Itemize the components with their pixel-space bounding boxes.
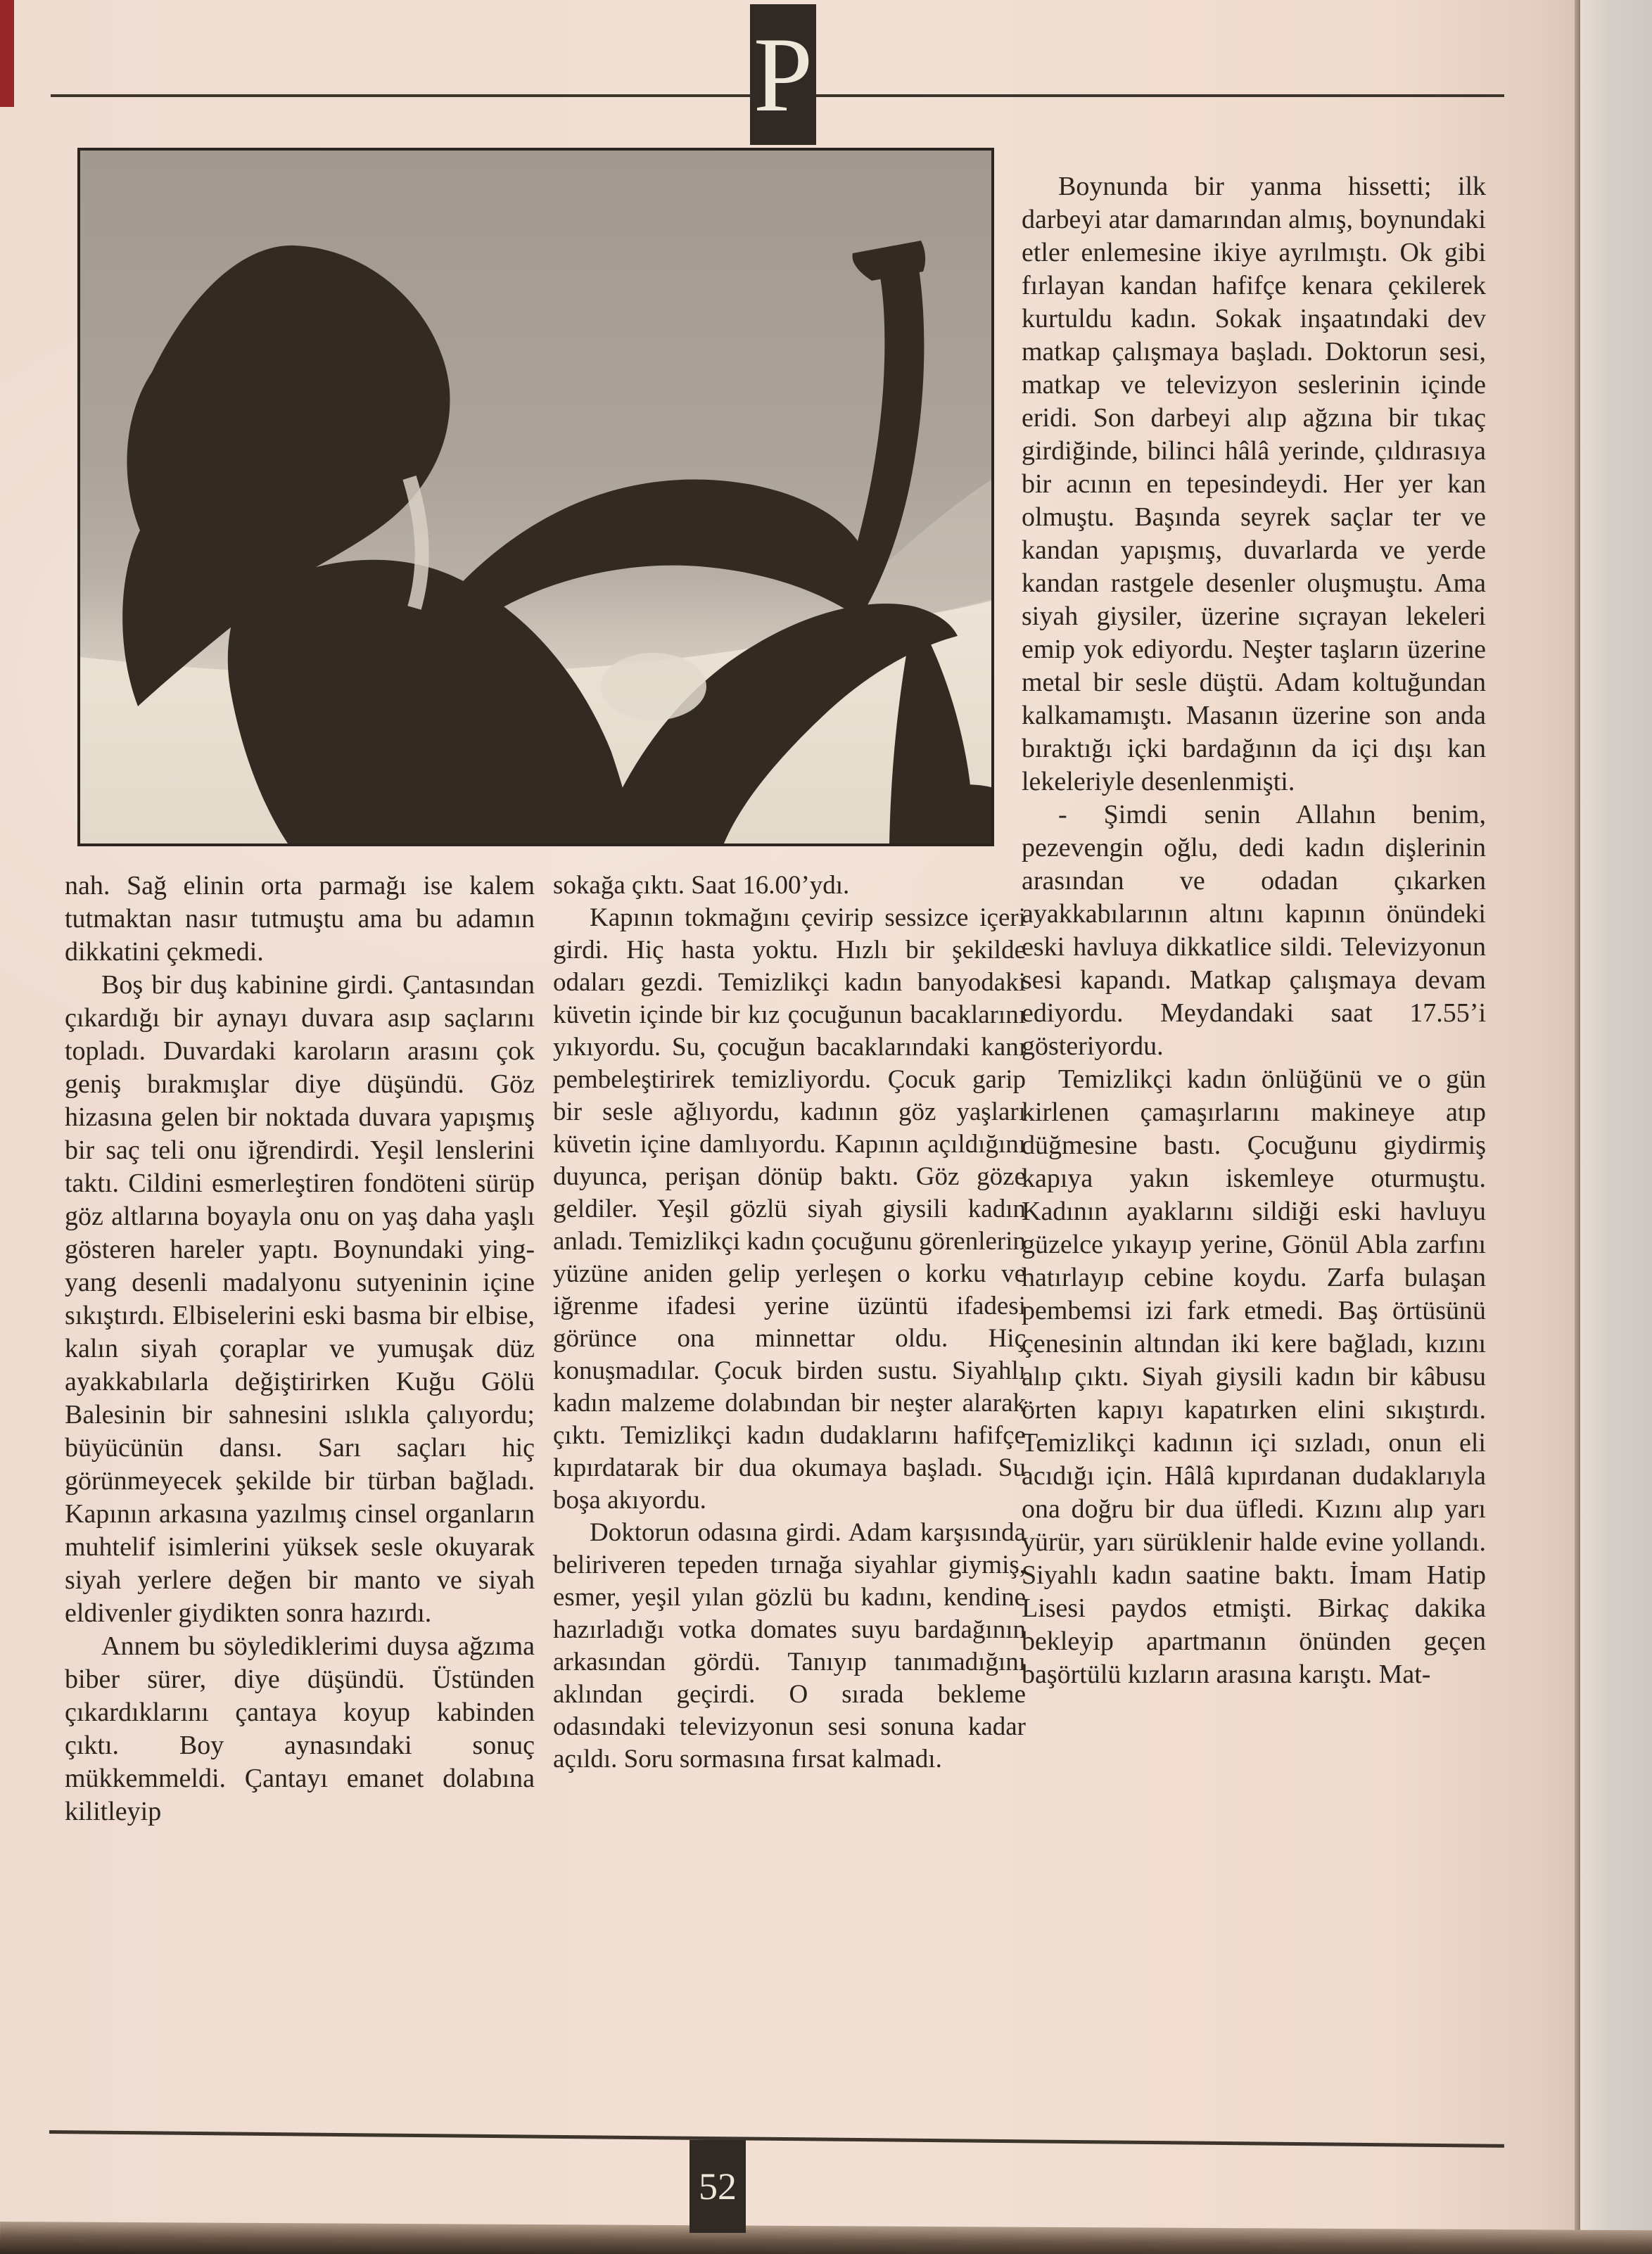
story-paragraph: Kapının tokmağını çevirip sessizce içeri girdi. Hiç hasta yoktu. Hızlı bir şekilde odaları gezdi. Temizlikçi kadın banyodaki küvetin içinde bir kız çocuğunun bacaklarını yıkıyordu. Su, çocuğun bacaklarındaki kanı pembeleştirirek temizliyordu. Çocuk garip bir sesle ağlıyordu, kadının göz yaşları küvetin içine damlıyordu. Kapının açıldığını duyunca, perişan dönüp baktı. Göz göze geldiler. Yeşil gözlü siyah giysili kadın anladı. Temizlikçi kadın çocuğunu görenlerin yüzüne aniden gelip yerleşen o korku ve iğrenme ifadesi yerine üzüntü ifadesi görünce ona minnettar oldu. Hiç konuşmadılar. Çocuk birden sustu. Siyahlı kadın malzeme dolabından bir neşter alarak çıktı. Temizlikçi kadın dudaklarını hafifçe kıpırdatarak bir dua okumaya başladı. Su boşa akıyordu. xyxy=(553,903,1026,1515)
page-number-badge xyxy=(690,2140,746,2233)
page-right-edge-line xyxy=(1575,0,1580,2254)
story-paragraph: sokağa çıktı. Saat 16.00’ydı. xyxy=(553,871,850,900)
text-column-right xyxy=(1022,170,1486,2129)
story-paragraph: Temizlikçi kadın önlüğünü ve o gün kirlenen çamaşırlarını makineye atıp düğmesine bastı. Çocuğunu giydirmiş kapıya yakın iskemleye oturmuştu. Kadının ayaklarını sildiği eski havluyu güzelce yıkayıp yerine, Gönül Abla zarfını hatırlayıp cebine koydu. Zarfa bulaşan pembemsi izi fark etmedi. Baş örtüsünü çenesinin altından iki kere bağladı, kızını alıp çıktı. Siyah giysili kadın bir kâbusu örten kapıyı kapatırken elini sıkıştırdı. Temizlikçi kadının içi sızladı, onun eli acıdığı için. Hâlâ kıpırdanan dudaklarıyla ona doğru bir dua üfledi. Kızını alıp yarı yürür, yarı sürüklenir halde evine yollandı. Siyahlı kadın saatine baktı. İmam Hatip Lisesi paydos etmişti. Birkaç dakika bekleyip apartmanın önünden geçen başörtülü kızların arasına karıştı. Mat- xyxy=(1022,1064,1486,1689)
story-paragraph: - Şimdi senin Allahın benim, pezevengin oğlu, dedi kadın dişlerinin arasından ve odadan çıkarken ayakkabılarının altını kapının önündeki eski havluya dikkatlice sildi. Televizyonun sesi kapandı. Matkap çalışmaya devam ediyordu. Meydandaki saat 17.55’i gösteriyordu. xyxy=(1022,800,1486,1061)
left-edge-red-mark xyxy=(0,0,14,107)
story-paragraph: Boynunda bir yanma hissetti; ilk darbeyi atar damarından almış, boynundaki etler enlemesine ikiye ayrılmıştı. Ok gibi fırlayan kandan hafifçe kenara çekilerek kurtuldu kadın. Sokak inşaatındaki dev matkap çalışmaya başladı. Doktorun sesi, matkap ve televizyon seslerinin içinde eridi. Son darbeyi alıp ağzına bir tıkaç girdiğinde, bilinci hâlâ yerinde, çıldırasıya bir acının en tepesindeydi. Her yer kan olmuştu. Başında seyrek saçlar ter ve kandan yapışmış, duvarlarda ve yerde kandan rastgele desenler oluşmuştu. Ama siyah giysiler, üzerine sıçrayan lekeleri emip yok ediyordu. Neşter taşların üzerine metal bir sesle düştü. Adam koltuğundan kalkamamıştı. Masanın üzerine son anda bıraktığı içki bardağının da içi dışı kan lekeleriyle desenlenmişti. xyxy=(1022,172,1486,796)
story-paragraph: Boş bir duş kabinine girdi. Çantasından çıkardığı bir aynayı duvara asıp saçlarını topladı. Duvardaki karoların arasını çok geniş bırakmışlar diye düşündü. Göz hizasına gelen bir noktada duvara yapışmış bir saç teli onu iğrendirdi. Yeşil lenslerini taktı. Cildini esmerleştiren fondöteni sürüp göz altlarına boyayla onu on yaş daha yaşlı gösteren hareler yaptı. Boynundaki ying-yang desenli madalyonu sutyeninin içine sıkıştırdı. Elbiselerini eski basma bir elbise, kalın siyah çoraplar ve yumuşak düz ayakkabılarla değiştirirken Kuğu Gölü Balesinin bir sahnesini ıslıkla çalıyordu; büyücünün dansı. Sarı saçları hiç görünmeyecek şekilde bir türban bağladı. Kapının arkasına yazılmış cinsel organların muhtelif isimlerini yüksek sesle okuyarak siyah yerlere değen bir manto ve siyah eldivenler giydikten sonra hazırdı. xyxy=(65,970,535,1628)
section-letter: P xyxy=(753,15,813,134)
painting-figure-art xyxy=(80,151,991,843)
story-paragraph: nah. Sağ elinin orta parmağı ise kalem tutmaktan nasır tutmuştu ama bu adamın dikkatini çekmedi. xyxy=(65,871,535,967)
story-paragraph: Annem bu söylediklerimi duysa ağzıma biber sürer, diye düşündü. Üstünden çıkardıklarını çantaya koyup kabinden çıktı. Boy aynasındaki sonuç mükkemmeldi. Çantayı emanet dolabına kilitleyip xyxy=(65,1631,535,1826)
figure-painting-illustration xyxy=(77,148,994,846)
section-letter-badge xyxy=(750,4,816,145)
text-column-left xyxy=(65,870,535,2130)
text-column-middle xyxy=(553,870,1026,2130)
story-paragraph: Doktorun odasına girdi. Adam karşısında beliriveren tepeden tırnağa siyahlar giymiş, esmer, yeşil yılan gözlü bu kadını, kendine hazırladığı votka domates suyu bardağının arkasından gördü. Tanıyıp tanımadığını aklından geçirdi. O sırada bekleme odasındaki televizyonun sesi sonuna kadar açıldı. Soru sormasına fırsat kalmadı. xyxy=(553,1518,1026,1774)
page-number: 52 xyxy=(699,2165,737,2208)
scan-right-margin xyxy=(1580,0,1652,2254)
